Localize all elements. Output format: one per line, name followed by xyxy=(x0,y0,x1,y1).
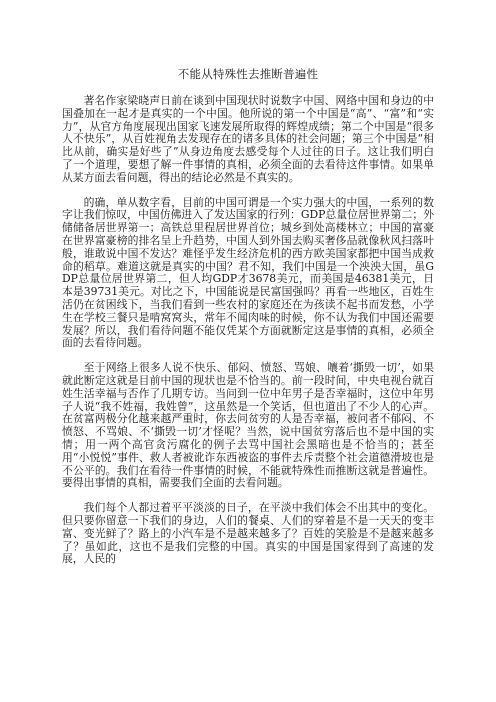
paragraph-1: 著名作家梁晓声日前在谈到中国现状时说数字中国、网络中国和身边的中国叠加在一起才是真实的一个中国。他所说的第一个中国是“高”、“富”和“实力”，从官方角度展现出国家飞速发展所取得的辉煌成绩；第二个中国是“很多人不快乐”，从百姓视角去发现存在的诸多具体的社会问题；第三个中国是“相比从前，确实是好些了”从身边角度去感受每个人过往的日子。这让我们明白了一个道理，要想了解一件事情的真相，必须全面的去看待这件事情。如果单从某方面去看问题，得出的结论必然是不真实的。 xyxy=(62,94,434,184)
document-title: 不能从特殊性去推断普遍性 xyxy=(177,67,319,81)
paragraph-2: 的确，单从数字看，目前的中国可谓是一个实力强大的中国，一系列的数字让我们惊叹，中国仿佛进入了发达国家的行列：GDP总量位居世界第二；外储储备居世界第一；高铁总里程居世界首位；城乡到处高楼林立；中国的富豪在世界富豪榜的排名呈上升趋势，中国人到外国去购买奢侈品就像秋风扫落叶般，谁敢说中国不发达？难怪乎发生经济危机的西方欧美国家都把中国当成救命的稻草。难道这就是真实的中国？君不知，我们中国是一个泱泱大国，虽GDP总量位居世界第二，但人均GDP才3678美元，而美国是46381美元，日本是39731美元。对比之下，中国能说是民富国强吗？再看一些地区，百姓生活仍在贫困线下，当我们看到一些农村的家庭还在为孩读不起书而发愁，小学生在学校三餐只是啃窝窝头，常年不闻肉味的时候，你不认为我们中国还需要发展？所以，我们看待问题不能仅凭某个方面就断定这是事情的真相，必须全面的去看待问题。 xyxy=(62,195,434,350)
paragraph-4: 我们每个人都过着平平淡淡的日子，在平淡中我们体会不出其中的变化。但只要你留意一下我们的身边，人们的餐桌、人们的穿着是不是一天天的变丰富、变光鲜了？路上的小汽车是不是越来越多了？百姓的笑脸是不是越来越多了？虽如此，这也不是我们完整的中国。真实的中国是国家得到了高速的发展，人民的 xyxy=(62,501,434,566)
paragraph-3: 至于网络上很多人说不快乐、郁闷、愤怒、骂娘、嚷着‘撕毁一切’，如果就此断定这就是目前中国的现状也是不恰当的。前一段时间，中央电视台就百姓生活幸福与否作了几期专访。当问到一位中年男子是否幸福时，这位中年男子人说“我不姓福，我姓曾”，这虽然是一个笑话，但也道出了不少人的心声。在贫富两极分化越来越严重时，你去问贫穷的人是否幸福，被问者不郁闷、不愤怒、不骂娘、不‘撕毁一切’才怪呢？当然，说中国贫穷落后也不是中国的实情；用一两个高官贪污腐化的例子去骂中国社会黑暗也是不恰当的；甚至用“小悦悦”事件、救人者被讹诈东西被盗的事件去斥责整个社会道德滑坡也是不公平的。我们在看待一件事情的时候，不能就特殊性而推断这就是普遍性。要得出事情的真相，需要我们全面的去看问题。 xyxy=(62,361,434,490)
